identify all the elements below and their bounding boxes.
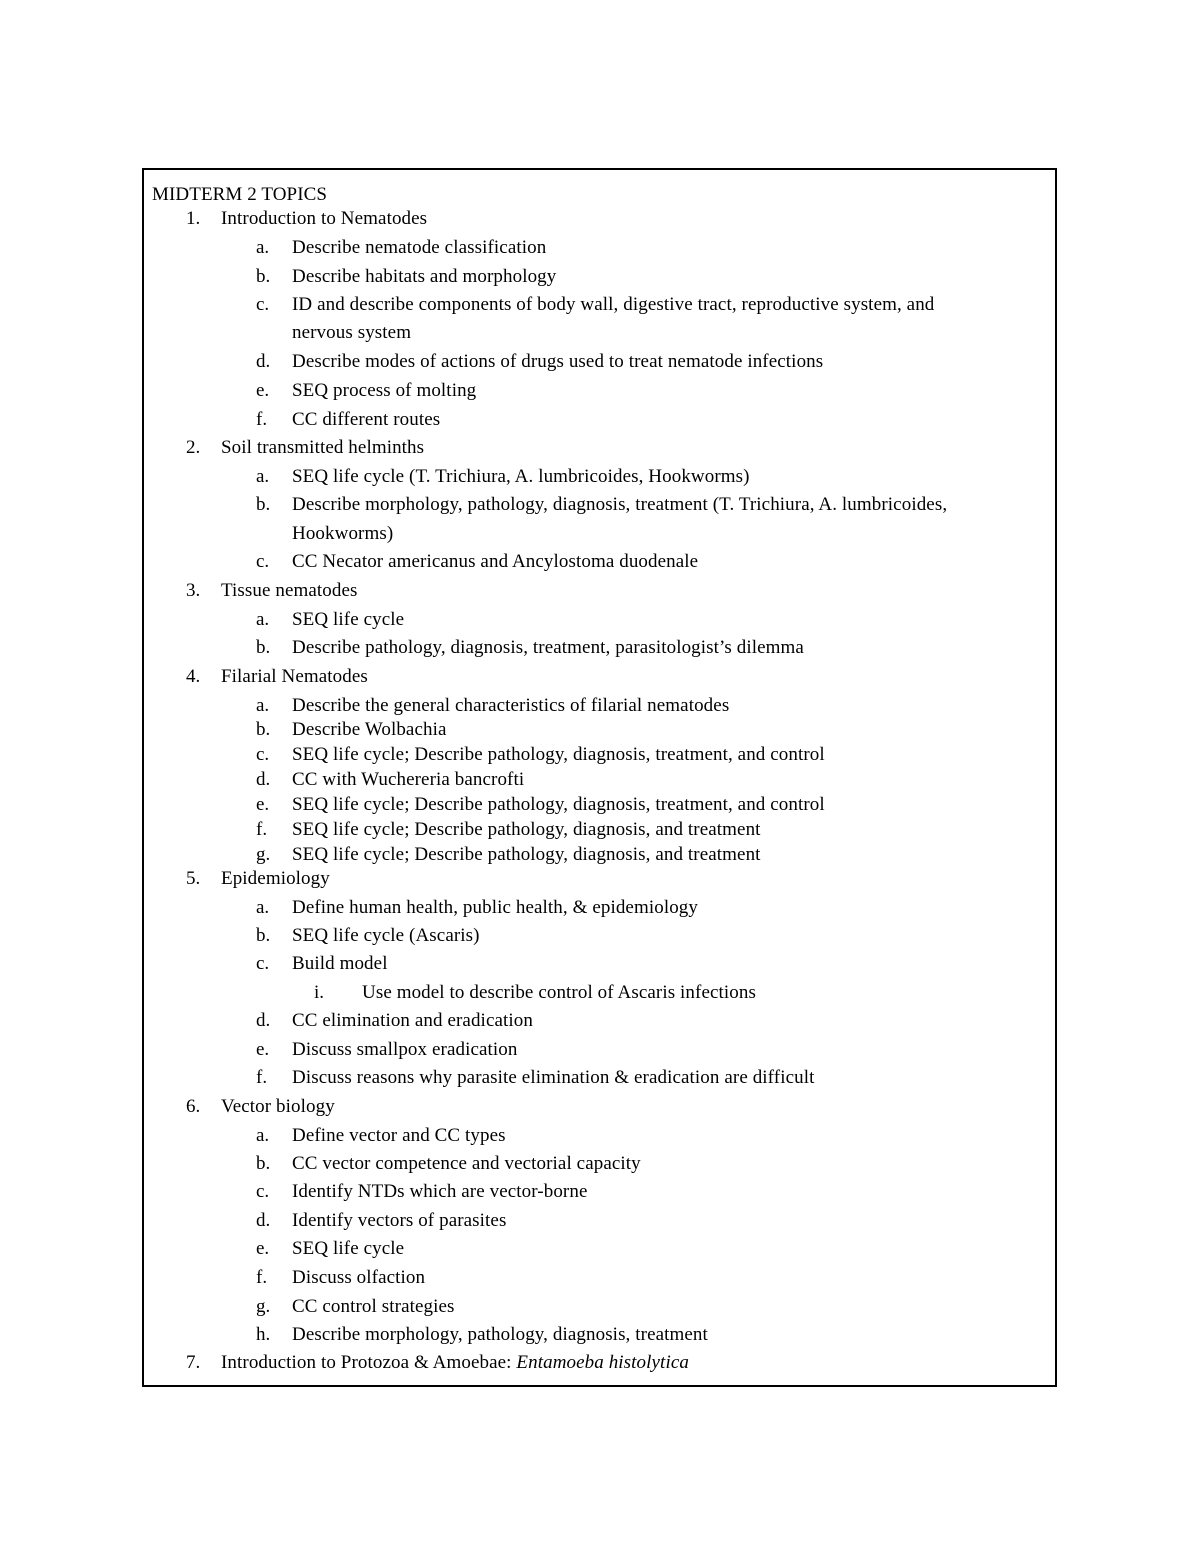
item-marker: b. — [256, 925, 271, 946]
topic-number: 6. — [186, 1096, 201, 1117]
item-text: nervous system — [292, 322, 412, 343]
item-text: Describe morphology, pathology, diagnosis, treatment (T. Trichiura, A. lumbricoides, — [292, 494, 948, 515]
item-marker: c. — [256, 953, 270, 974]
topic-heading — [221, 666, 368, 688]
item-marker: b. — [256, 266, 271, 287]
page-title: MIDTERM 2 TOPICS — [152, 184, 328, 205]
item-text: CC Necator americanus and Ancylostoma duodenale — [292, 551, 699, 572]
item-text: Hookworms) — [292, 523, 394, 544]
item-marker: d. — [256, 769, 271, 790]
topic-heading — [221, 580, 358, 602]
item-text: CC elimination and eradication — [292, 1010, 533, 1031]
topic-label: Vector biology — [221, 1096, 335, 1117]
item-marker: a. — [256, 695, 270, 716]
item-marker: a. — [256, 897, 270, 918]
item-text: SEQ life cycle (Ascaris) — [292, 925, 480, 946]
topic-number: 4. — [186, 666, 201, 687]
item-text: SEQ life cycle — [292, 1238, 405, 1259]
item-text: Describe nematode classification — [292, 237, 547, 258]
item-text: Describe pathology, diagnosis, treatment, parasitologist’s dilemma — [292, 637, 804, 658]
item-text: Discuss reasons why parasite elimination & eradication are difficult — [292, 1067, 815, 1088]
item-marker: c. — [256, 294, 270, 315]
topic-label-italic: Entamoeba histolytica — [516, 1352, 689, 1373]
topic-number: 7. — [186, 1352, 201, 1373]
item-marker: a. — [256, 466, 270, 487]
item-marker: d. — [256, 351, 271, 372]
item-text: Define human health, public health, & epidemiology — [292, 897, 699, 918]
item-text: SEQ life cycle; Describe pathology, diagnosis, treatment, and control — [292, 744, 825, 765]
subitem-text: Use model to describe control of Ascaris infections — [362, 982, 756, 1003]
item-marker: g. — [256, 844, 271, 865]
item-marker: e. — [256, 1238, 270, 1259]
topic-heading — [221, 437, 424, 459]
item-text: Describe the general characteristics of filarial nematodes — [292, 695, 730, 716]
item-marker: d. — [256, 1210, 271, 1231]
item-marker: a. — [256, 237, 270, 258]
item-text: SEQ life cycle (T. Trichiura, A. lumbricoides, Hookworms) — [292, 466, 750, 487]
item-text: CC control strategies — [292, 1296, 455, 1317]
item-text: ID and describe components of body wall, digestive tract, reproductive system, and — [292, 294, 935, 315]
item-marker: f. — [256, 409, 268, 430]
item-marker: b. — [256, 494, 271, 515]
item-text: SEQ life cycle; Describe pathology, diagnosis, and treatment — [292, 844, 761, 865]
item-text: Discuss smallpox eradication — [292, 1039, 518, 1060]
topic-heading — [221, 1352, 689, 1374]
item-marker: c. — [256, 551, 270, 572]
topic-number: 1. — [186, 208, 201, 229]
item-text: SEQ process of molting — [292, 380, 477, 401]
topic-heading — [221, 208, 427, 230]
topic-label: Introduction to Protozoa & Amoebae: — [221, 1352, 517, 1373]
topic-heading — [221, 868, 330, 890]
item-marker: c. — [256, 1181, 270, 1202]
item-marker: d. — [256, 1010, 271, 1031]
item-text: Discuss olfaction — [292, 1267, 426, 1288]
subitem-marker: i. — [314, 982, 325, 1003]
item-text: Describe habitats and morphology — [292, 266, 557, 287]
item-text: Describe Wolbachia — [292, 719, 447, 740]
item-text: Identify vectors of parasites — [292, 1210, 507, 1231]
item-text: Describe modes of actions of drugs used to treat nematode infections — [292, 351, 824, 372]
item-marker: b. — [256, 719, 271, 740]
item-marker: a. — [256, 609, 270, 630]
item-text: CC with Wuchereria bancrofti — [292, 769, 525, 790]
item-text: SEQ life cycle; Describe pathology, diagnosis, treatment, and control — [292, 794, 825, 815]
item-marker: a. — [256, 1125, 270, 1146]
item-marker: b. — [256, 637, 271, 658]
topic-heading — [221, 1096, 335, 1118]
item-marker: f. — [256, 1067, 268, 1088]
topic-label: Epidemiology — [221, 868, 330, 889]
item-text: Describe morphology, pathology, diagnosis, treatment — [292, 1324, 708, 1345]
item-text: SEQ life cycle — [292, 609, 405, 630]
topic-number: 2. — [186, 437, 201, 458]
item-text: Identify NTDs which are vector-borne — [292, 1181, 588, 1202]
item-text: CC different routes — [292, 409, 441, 430]
item-marker: g. — [256, 1296, 271, 1317]
item-marker: e. — [256, 794, 270, 815]
item-text: Build model — [292, 953, 388, 974]
item-marker: c. — [256, 744, 270, 765]
item-marker: b. — [256, 1153, 271, 1174]
item-text: Define vector and CC types — [292, 1125, 506, 1146]
item-text: CC vector competence and vectorial capacity — [292, 1153, 641, 1174]
topic-label: Soil transmitted helminths — [221, 437, 425, 458]
item-marker: e. — [256, 1039, 270, 1060]
topic-label: Tissue nematodes — [221, 580, 358, 601]
item-marker: h. — [256, 1324, 271, 1345]
topic-number: 5. — [186, 868, 201, 889]
item-text: SEQ life cycle; Describe pathology, diagnosis, and treatment — [292, 819, 761, 840]
item-marker: e. — [256, 380, 270, 401]
item-marker: f. — [256, 819, 268, 840]
topic-label: Filarial Nematodes — [221, 666, 368, 687]
item-marker: f. — [256, 1267, 268, 1288]
topic-label: Introduction to Nematodes — [221, 208, 428, 229]
topic-number: 3. — [186, 580, 201, 601]
